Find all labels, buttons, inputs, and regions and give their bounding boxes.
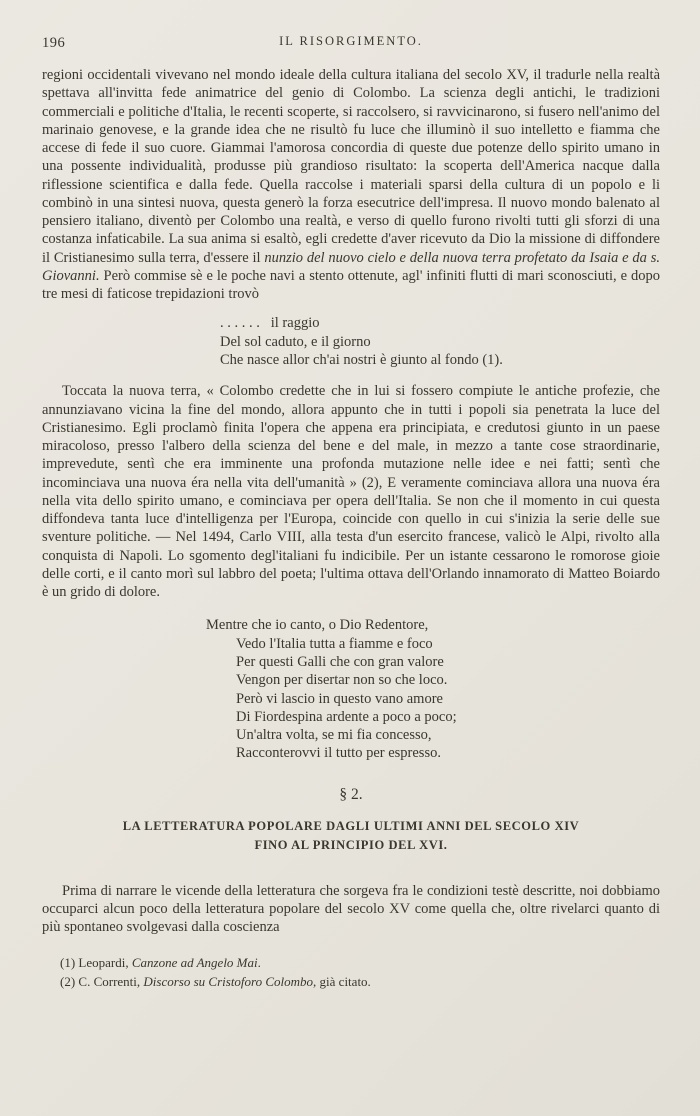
footnotes: [42, 953, 660, 992]
verse-line: Vedo l'Italia tutta a fiamme e foco: [236, 635, 433, 652]
verse-line: Un'altra volta, se mi fia concesso,: [236, 727, 432, 744]
page-number: 196: [42, 35, 66, 51]
running-title: IL RISORGIMENTO.: [279, 34, 423, 48]
verse-line: Di Fiordespina ardente a poco a poco;: [236, 708, 457, 725]
section-heading-line-1: LA LETTERATURA POPOLARE DAGLI ULTIMI ANNI DEL SECOLO XIV: [122, 819, 580, 834]
section-mark: § 2.: [339, 785, 363, 803]
verse-line: Che nasce allor ch'ai nostri è giunto al fondo (1).: [220, 351, 503, 368]
paragraph-prima: Prima di narrare le vicende della letteratura che sorgeva fra le condizioni testè descritte, noi dobbiamo occuparci alcun poco della letteratura popolare del secolo XV come quella che, oltre rivelarci quanto di più spontaneo svolgevasi dalla coscienza: [42, 882, 660, 936]
running-head: [42, 34, 660, 53]
verse-line: Però vi lascio in questo vano amore: [236, 690, 443, 707]
verse-line: Per questi Galli che con gran valore: [236, 653, 444, 670]
paragraph-toccata: Toccata la nuova terra, « Colombo credette che in lui si fossero compiute le antiche profezie, che annunziavano vicina la fine del mondo, allora appunto che in tutti i popoli sia penetrata la luce del Cristianesimo. Egli proclamò finita l'opera che appena era principiata, e credutosi giunto in un paese miracoloso, presso l'albero della scienza del bene e del male, in mezzo a tante cose straordinarie, imprevedute, sentì che era imminente una profonda mutazione nelle idee e nei fatti; sentì che incominciava una nuova éra nella vita dell'umanità » (2), E veramente cominciava allora una nuova éra nella vita dello spirito umano, e cominciava per opera dell'Italia. Se non che il momento in cui questa diffondeva tanta luce d'intelligenza per l'Europa, coincide con quello in cui s'inizia la serie delle sue sventure politiche. — Nel 1494, Carlo VIII, alla testa d'un esercito francese, valicò le Alpi, rivolto alla conquista di Napoli. Lo sgomento degl'italiani fu indicibile. Per un istante cessarono le romorose gioie delle corti, e il canto morì sul labbro del poeta; l'ultima ottava dell'Orlando innamorato di Matteo Boiardo è un grido di dolore.: [42, 383, 660, 601]
section-heading: [42, 817, 660, 856]
text-block: [42, 66, 660, 992]
verse-line: Del sol caduto, e il giorno: [220, 333, 371, 350]
verse-line: . . . . . . il raggio: [220, 315, 320, 332]
verse-line: Mentre che io canto, o Dio Redentore,: [206, 617, 429, 634]
verse-line: Vengon per disertar non so che loco.: [236, 672, 448, 689]
paragraph-colombo: regioni occidentali vivevano nel mondo ideale della cultura italiana del secolo XV, il tradurle nella realtà spettava all'invitta fede animatrice del genio di Colombo. La scienza degli antichi, le tradizioni commerciali e politiche d'Italia, le recenti scoperte, si raccolsero, si ravvicinarono, si fusero nell'animo del marinaio genovese, e la grande idea che ne risultò fu luce che illuminò il suo intelletto e fiamma che accese di fede il suo cuore. Giammai l'amorosa concordia di queste due potenze dello spirito umano in una possente individualità, produsse più grandioso risultato: la scoperta dell'America nacque dalla riflessione scientifica e dalla fede. Quella raccolse i materiali sparsi della cultura di un popolo e li combinò in una sintesi nuova, questa generò la forza esecutrice dell'impresa. Il nuovo mondo balenato al pensiero italiano, diventò per Colombo una realtà, e verso di quello furono rivolti tutti gli sforzi di una costanza infaticabile. La sua anima si esaltò, egli credette d'aver ricevuto da Dio la missione di diffondere il Cristianesimo sulla terra, d'essere il nunzio del nuovo cielo e della nuova terra profetato da Isaia e da s. Giovanni. Però commise sè e le poche navi a stento ottenute, agl' infiniti flutti di mari sconosciuti, e dopo tre mesi di faticose trepidazioni trovò: [42, 67, 660, 303]
footnote-1: (1) Leopardi, Canzone ad Angelo Mai.: [60, 954, 261, 970]
verse-line: Racconterovvi il tutto per espresso.: [236, 745, 441, 762]
footnote-2: (2) C. Correnti, Discorso su Cristoforo Colombo, già citato.: [60, 974, 371, 990]
verse-quote-boiardo: [206, 616, 660, 762]
section-heading-line-2: FINO AL PRINCIPIO DEL XVI.: [254, 838, 448, 853]
verse-quote-leopardi: [220, 314, 660, 369]
